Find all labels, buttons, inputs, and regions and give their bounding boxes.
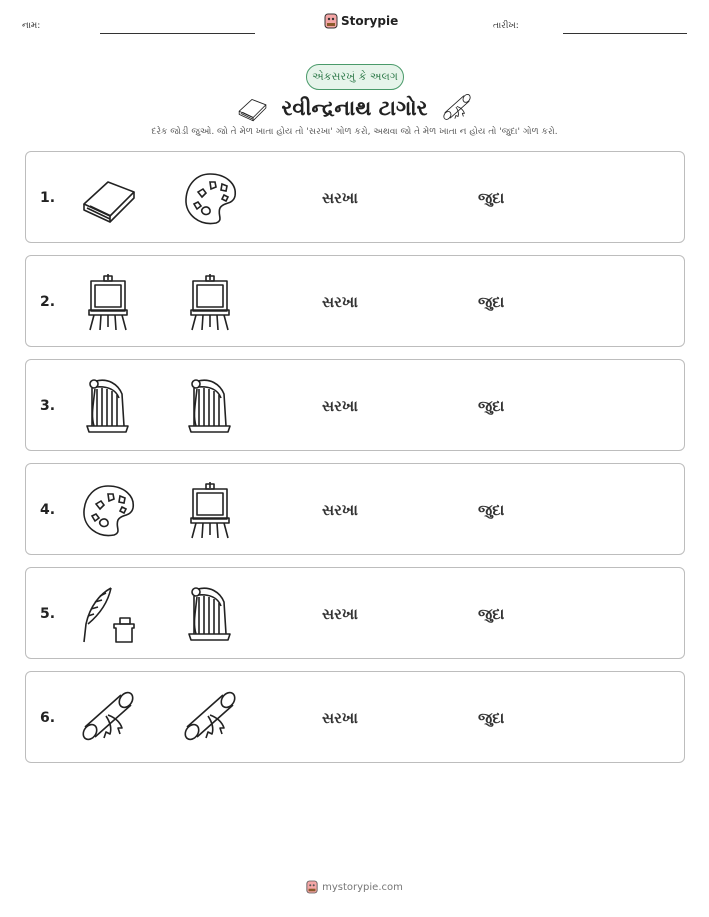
same-option[interactable]: સરખા <box>322 189 358 207</box>
question-number: 4. <box>40 502 56 518</box>
easel-icon <box>180 272 240 332</box>
same-option[interactable]: સરખા <box>322 605 358 623</box>
question-number: 1. <box>40 190 56 206</box>
same-option[interactable]: સરખા <box>322 293 358 311</box>
different-option[interactable]: જુદા <box>478 293 505 311</box>
different-option[interactable]: જુદા <box>478 605 505 623</box>
page-title: રવીન્દ્રનાથ ટાગોર <box>281 95 428 120</box>
harp-icon <box>78 376 138 436</box>
scroll-icon <box>441 92 473 124</box>
question-number: 6. <box>40 710 56 726</box>
different-option[interactable]: જુદા <box>478 189 505 207</box>
instructions: દરેક જોડી જુઓ. જો તે મેળ ખાતા હોય તો 'સરખા' ગોળ કરો, અથવા જો તે મેળ ખાતા ન હોય તો 'જુદા' ગોળ કરો. <box>151 127 558 137</box>
scroll-icon <box>78 688 138 748</box>
brand-name: Storypie <box>341 14 399 28</box>
question-row <box>25 359 685 451</box>
footer <box>0 880 709 894</box>
different-option[interactable]: જુદા <box>478 501 505 519</box>
question-row <box>25 567 685 659</box>
book-icon <box>78 168 138 228</box>
brand-logo <box>324 13 398 29</box>
question-row <box>25 255 685 347</box>
question-row <box>25 463 685 555</box>
name-label: નામ: <box>22 21 41 31</box>
date-label: તારીખ: <box>493 21 519 31</box>
question-number: 2. <box>40 294 56 310</box>
same-option[interactable]: સરખા <box>322 397 358 415</box>
easel-icon <box>78 272 138 332</box>
name-line[interactable] <box>100 33 255 34</box>
storypie-mascot-icon <box>306 880 318 894</box>
scroll-icon <box>180 688 240 748</box>
storypie-mascot-icon <box>324 13 338 29</box>
question-row <box>25 151 685 243</box>
harp-icon <box>180 584 240 644</box>
easel-icon <box>180 480 240 540</box>
same-option[interactable]: સરખા <box>322 709 358 727</box>
question-row <box>25 671 685 763</box>
book-icon <box>236 92 268 124</box>
different-option[interactable]: જુદા <box>478 397 505 415</box>
same-option[interactable]: સરખા <box>322 501 358 519</box>
footer-url: mystorypie.com <box>322 881 403 893</box>
question-number: 5. <box>40 606 56 622</box>
title-row <box>0 92 709 124</box>
quill-ink-icon <box>78 584 138 644</box>
date-line[interactable] <box>563 33 687 34</box>
worksheet-type-badge: એકસરખું કે અલગ <box>306 64 404 90</box>
different-option[interactable]: જુદા <box>478 709 505 727</box>
harp-icon <box>180 376 240 436</box>
question-number: 3. <box>40 398 56 414</box>
palette-icon <box>180 168 240 228</box>
palette-icon <box>78 480 138 540</box>
